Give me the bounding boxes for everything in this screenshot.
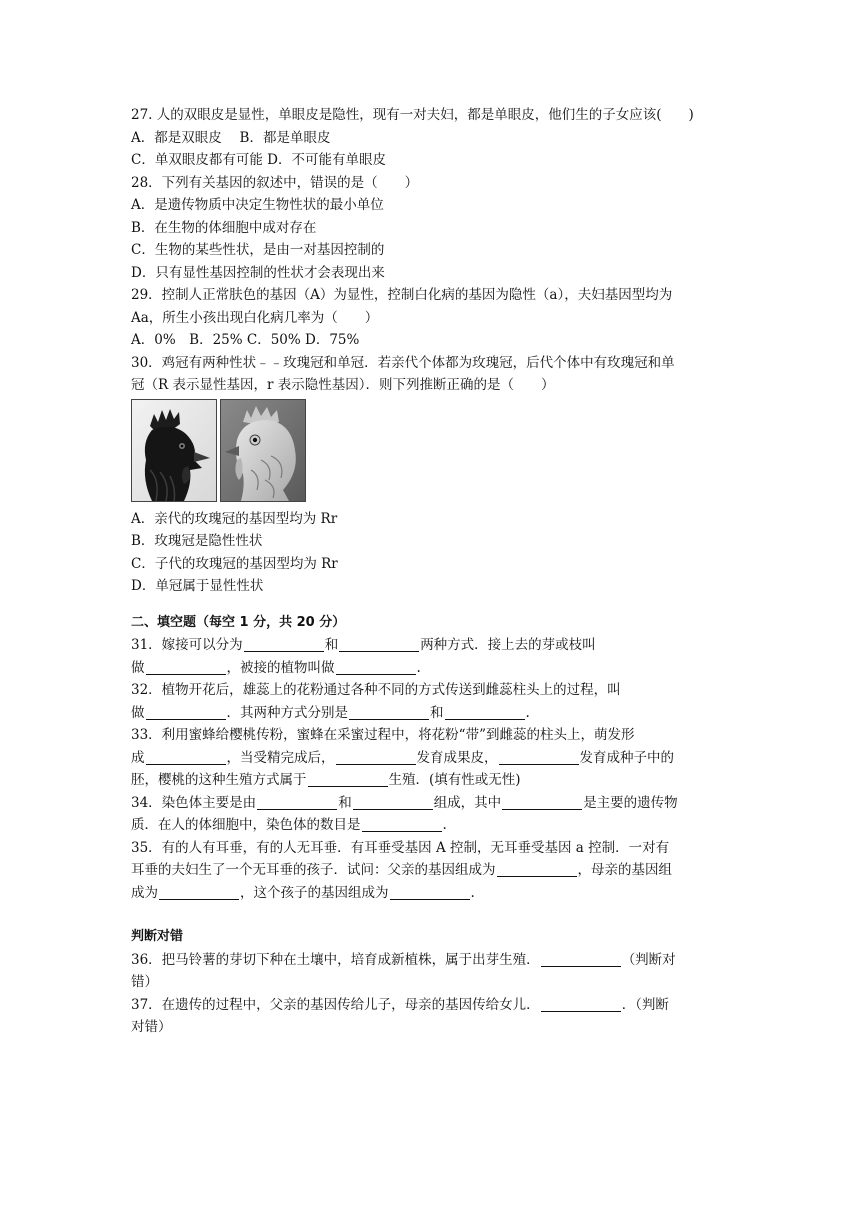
q35-line-3 bbox=[131, 882, 733, 905]
q28-stem: 28．下列有关基因的叙述中，错误的是（ ） bbox=[131, 174, 419, 191]
q35-text: 成为 bbox=[131, 884, 158, 901]
q32-line-2 bbox=[131, 702, 733, 725]
q29-stem-1: 29．控制人正常肤色的基因（A）为显性，控制白化病的基因为隐性（a），夫妇基因型均为 bbox=[131, 287, 673, 303]
q34-text: 质．在人的体细胞中，染色体的数目是 bbox=[131, 817, 361, 833]
q30-stem-1: 30．鸡冠有两种性状﹣﹣玫瑰冠和单冠．若亲代个体都为玫瑰冠，后代个体中有玫瑰冠和单 bbox=[131, 354, 675, 371]
q31-text: 和 bbox=[324, 637, 339, 653]
answer-blank[interactable] bbox=[349, 705, 429, 720]
section-true-false-title: 判断对错 bbox=[131, 929, 184, 944]
q31-text: 做 bbox=[131, 659, 145, 676]
q36-text: 36．把马铃薯的芽切下种在土壤中，培育成新植株，属于出芽生殖． bbox=[131, 951, 540, 968]
answer-blank[interactable] bbox=[146, 705, 226, 720]
q34-line-1 bbox=[131, 792, 733, 815]
q35-text: ，这个孩子的基因组成为 bbox=[240, 884, 389, 901]
q33-text: 生殖．(填有性或无性) bbox=[388, 772, 521, 788]
q27-options-1: A．都是双眼皮 B．都是单眼皮 bbox=[131, 129, 331, 146]
answer-blank[interactable] bbox=[308, 772, 388, 787]
q37-text: 37．在遗传的过程中，父亲的基因传给儿子，母亲的基因传给女儿． bbox=[131, 996, 540, 1013]
answer-blank[interactable] bbox=[499, 750, 579, 765]
answer-blank[interactable] bbox=[541, 952, 621, 967]
answer-blank[interactable] bbox=[362, 817, 442, 832]
q34-line-2 bbox=[131, 814, 733, 837]
answer-blank[interactable] bbox=[353, 795, 433, 810]
q33-text: 发育成种子中的 bbox=[579, 749, 674, 766]
answer-blank[interactable] bbox=[159, 885, 239, 900]
q31-line-2 bbox=[131, 657, 733, 680]
q35-text: 耳垂的夫妇生了一个无耳垂的孩子．试问：父亲的基因组成为 bbox=[131, 862, 496, 878]
q36-line-2: 错） bbox=[131, 974, 158, 990]
q28-option-b: B．在生物的体细胞中成对存在 bbox=[131, 219, 317, 236]
q37-text: ．（判断 bbox=[621, 996, 669, 1013]
answer-blank[interactable] bbox=[336, 750, 416, 765]
q33-line-3 bbox=[131, 769, 733, 792]
q33-line-2 bbox=[131, 747, 733, 770]
q31-text: ，被接的植物叫做 bbox=[226, 659, 335, 676]
q37-line-2: 对错） bbox=[131, 1019, 172, 1035]
q28-option-c: C．生物的某些性状，是由一对基因控制的 bbox=[131, 242, 385, 258]
q28-option-d: D．只有显性基因控制的性状才会表现出来 bbox=[131, 264, 385, 281]
q34-text: 是主要的遗传物 bbox=[583, 794, 678, 811]
q33-text: 发育成果皮， bbox=[416, 749, 498, 766]
answer-blank[interactable] bbox=[244, 637, 324, 652]
q30-option-a: A．亲代的玫瑰冠的基因型均为 Rr bbox=[131, 510, 338, 527]
answer-blank[interactable] bbox=[445, 705, 525, 720]
q34-text: . bbox=[442, 817, 447, 833]
q32-text: . bbox=[525, 704, 530, 721]
exam-content bbox=[131, 104, 733, 1039]
q36-line-1 bbox=[131, 949, 733, 972]
q30-stem-2: 冠（R 表示显性基因，r 表示隐性基因）．则下列推断正确的是（ ） bbox=[131, 377, 555, 393]
q32-text: ．其两种方式分别是 bbox=[226, 704, 348, 721]
answer-blank[interactable] bbox=[339, 637, 419, 652]
q33-text: 成 bbox=[131, 749, 145, 766]
q27-options-2: C．单双眼皮都有可能 D．不可能有单眼皮 bbox=[131, 152, 386, 168]
q31-line-1 bbox=[131, 634, 733, 657]
q35-text: . bbox=[470, 884, 475, 901]
rooster-rose-comb-photo bbox=[131, 399, 217, 502]
answer-blank[interactable] bbox=[497, 862, 577, 877]
section-fill-blank-title: 二、填空题（每空 1 分，共 20 分） bbox=[131, 614, 346, 630]
q28-option-a: A．是遗传物质中决定生物性状的最小单位 bbox=[131, 197, 384, 213]
q30-option-b: B．玫瑰冠是隐性性状 bbox=[131, 533, 263, 549]
q31-text: 两种方式．接上去的芽或枝叫 bbox=[420, 637, 596, 653]
q27-stem: 27. 人的双眼皮是显性，单眼皮是隐性，现有一对夫妇，都是单眼皮，他们生的子女应该( ) bbox=[131, 107, 694, 123]
q35-line-2 bbox=[131, 859, 733, 882]
q34-text: 组成，其中 bbox=[433, 794, 502, 811]
answer-blank[interactable] bbox=[146, 660, 226, 675]
q37-line-1 bbox=[131, 994, 733, 1017]
answer-blank[interactable] bbox=[336, 660, 416, 675]
answer-blank[interactable] bbox=[502, 795, 582, 810]
q31-text: . bbox=[416, 659, 421, 676]
q35-line-1: 35．有的人有耳垂，有的人无耳垂．有耳垂受基因 A 控制，无耳垂受基因 a 控制．一对有 bbox=[131, 839, 670, 856]
answer-blank[interactable] bbox=[257, 795, 337, 810]
q33-line-1: 33．利用蜜蜂给樱桃传粉，蜜蜂在采蜜过程中，将花粉“带”到雌蕊的柱头上，萌发形 bbox=[131, 727, 635, 743]
q29-stem-2: Aa，所生小孩出现白化病几率为（ ） bbox=[131, 309, 379, 326]
q32-text: 做 bbox=[131, 704, 145, 721]
q34-text: 34．染色体主要是由 bbox=[131, 794, 257, 811]
q31-text: 31．嫁接可以分为 bbox=[131, 637, 243, 653]
answer-blank[interactable] bbox=[146, 750, 226, 765]
q32-line-1: 32．植物开花后，雄蕊上的花粉通过各种不同的方式传送到雌蕊柱头上的过程，叫 bbox=[131, 682, 621, 698]
answer-blank[interactable] bbox=[541, 997, 621, 1012]
q36-text: （判断对 bbox=[621, 951, 676, 968]
q30-option-d: D．单冠属于显性性状 bbox=[131, 578, 264, 594]
q33-text: ，当受精完成后， bbox=[226, 749, 335, 766]
rooster-photos bbox=[131, 399, 733, 502]
q30-option-c: C．子代的玫瑰冠的基因型均为 Rr bbox=[131, 555, 338, 572]
q34-text: 和 bbox=[338, 794, 352, 811]
answer-blank[interactable] bbox=[390, 885, 470, 900]
q32-text: 和 bbox=[430, 704, 444, 721]
q35-text: ，母亲的基因组 bbox=[577, 862, 672, 878]
q29-options: A．0% B．25% C．50% D．75% bbox=[131, 332, 360, 348]
rooster-single-comb-photo bbox=[220, 399, 306, 502]
q33-text: 胚，樱桃的这种生殖方式属于 bbox=[131, 772, 307, 788]
